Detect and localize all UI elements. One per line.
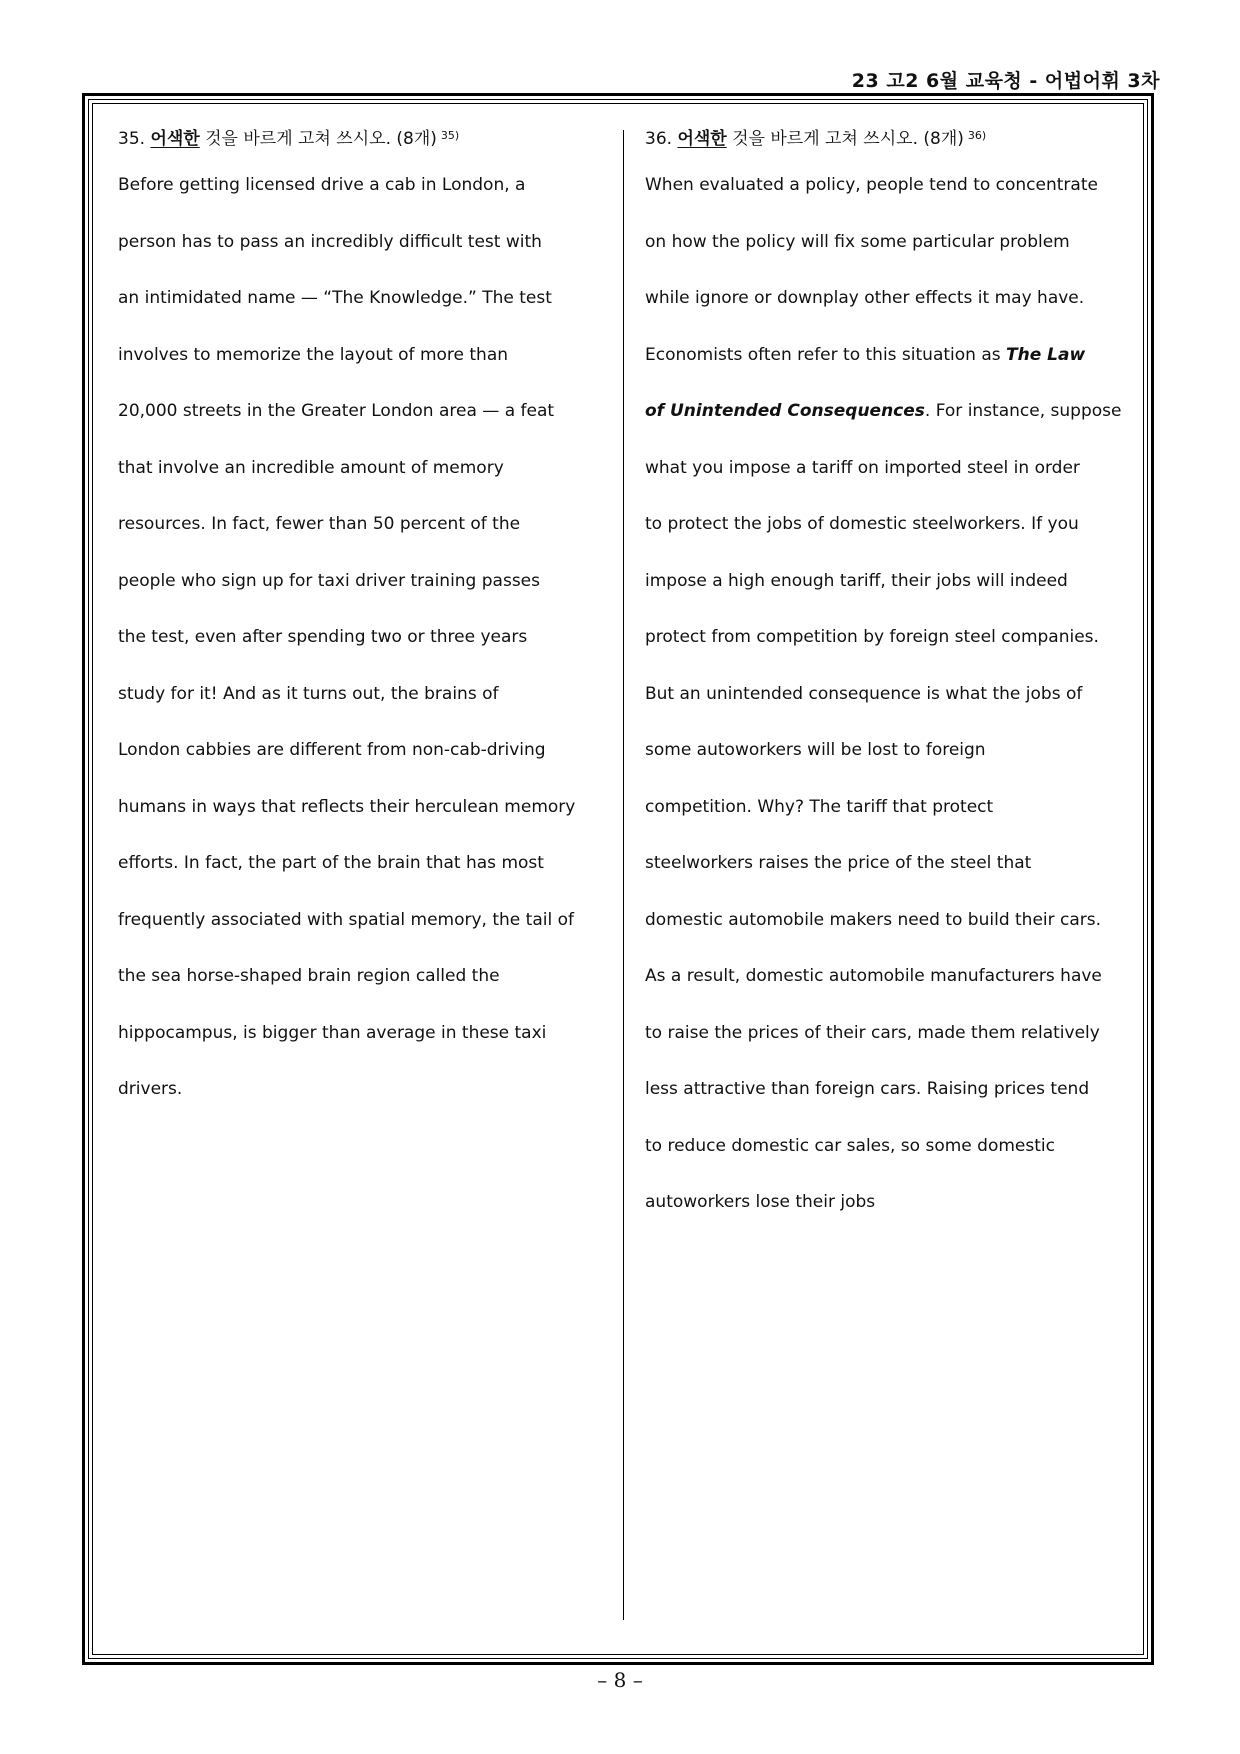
question-36: [645, 124, 1127, 1231]
passage-line: protect from competition by foreign steel companies.: [645, 627, 1099, 647]
page-number: – 8 –: [597, 1668, 643, 1692]
passage-line: London cabbies are different from non-cab-driving: [118, 740, 546, 760]
passage-line: autoworkers lose their jobs: [645, 1192, 876, 1212]
passage-line: to reduce domestic car sales, so some domestic: [645, 1135, 1055, 1156]
passage-line: humans in ways that reflects their herculean memory: [118, 796, 576, 817]
page-header-title: 23 고2 6월 교육청 - 어법어휘 3차: [851, 70, 1160, 92]
question-35: [118, 124, 600, 1118]
passage-line: an intimidated name — “The Knowledge.” The test: [118, 288, 552, 308]
passage-line: to raise the prices of their cars, made them relatively: [645, 1022, 1100, 1043]
passage-line: while ignore or downplay other effects it may have.: [645, 288, 1085, 308]
passage-line: [645, 327, 1127, 384]
passage-line: As a result, domestic automobile manufacturers have: [645, 966, 1102, 986]
passage-line: study for it! And as it turns out, the brains of: [118, 683, 499, 704]
passage-line: [645, 383, 1127, 440]
passage-line: impose a high enough tariff, their jobs will indeed: [645, 570, 1068, 591]
passage-line: the sea horse-shaped brain region called the: [118, 966, 500, 986]
question-35-title: [118, 124, 600, 151]
passage-line: hippocampus, is bigger than average in these taxi: [118, 1022, 547, 1043]
italic-term: The Law: [1006, 344, 1086, 365]
passage-line: competition. Why? The tariff that protect: [645, 796, 994, 817]
passage-line: some autoworkers will be lost to foreign: [645, 740, 986, 760]
question-number: 36.: [645, 129, 673, 149]
question-36-title: [645, 124, 1127, 151]
passage-line: on how the policy will fix some particular problem: [645, 231, 1070, 252]
passage-36: [645, 157, 1127, 1231]
question-instruction: 것을 바르게 고쳐 쓰시오. (8개): [726, 129, 964, 149]
passage-line: people who sign up for taxi driver training passes: [118, 570, 540, 591]
passage-line: steelworkers raises the price of the steel that: [645, 853, 1032, 873]
passage-line: involves to memorize the layout of more than: [118, 344, 509, 365]
passage-text: Economists often refer to this situation as: [645, 344, 1007, 365]
passage-text: . For instance, suppose: [924, 401, 1122, 421]
italic-term: of Unintended Consequences: [645, 401, 925, 421]
question-keyword: 어색한: [677, 129, 727, 149]
passage-line: 20,000 streets in the Greater London area — a feat: [118, 401, 555, 421]
passage-line: what you impose a tariff on imported steel in order: [645, 457, 1080, 478]
question-keyword: 어색한: [150, 129, 200, 149]
passage-line: person has to pass an incredibly difficult test with: [118, 231, 542, 252]
passage-line: frequently associated with spatial memory, the tail of: [118, 909, 574, 930]
passage-line: resources. In fact, fewer than 50 percent of the: [118, 514, 521, 534]
passage-line: When evaluated a policy, people tend to concentrate: [645, 175, 1098, 195]
passage-line: that involve an incredible amount of memory: [118, 457, 504, 478]
footnote-marker: 36): [967, 129, 987, 142]
question-number: 35.: [118, 129, 146, 149]
passage-line: to protect the jobs of domestic steelworkers. If you: [645, 514, 1079, 534]
passage-line: the test, even after spending two or three years: [118, 627, 528, 647]
passage-line: domestic automobile makers need to build their cars.: [645, 909, 1102, 930]
footnote-marker: 35): [440, 129, 460, 142]
passage-line: But an unintended consequence is what the jobs of: [645, 683, 1083, 704]
column-divider: [623, 130, 624, 1620]
passage-line: less attractive than foreign cars. Raising prices tend: [645, 1079, 1090, 1099]
passage-line: drivers.: [118, 1079, 183, 1099]
passage-35: [118, 157, 600, 1118]
passage-line: efforts. In fact, the part of the brain that has most: [118, 853, 544, 873]
question-instruction: 것을 바르게 고쳐 쓰시오. (8개): [199, 129, 437, 149]
passage-line: Before getting licensed drive a cab in London, a: [118, 175, 526, 195]
